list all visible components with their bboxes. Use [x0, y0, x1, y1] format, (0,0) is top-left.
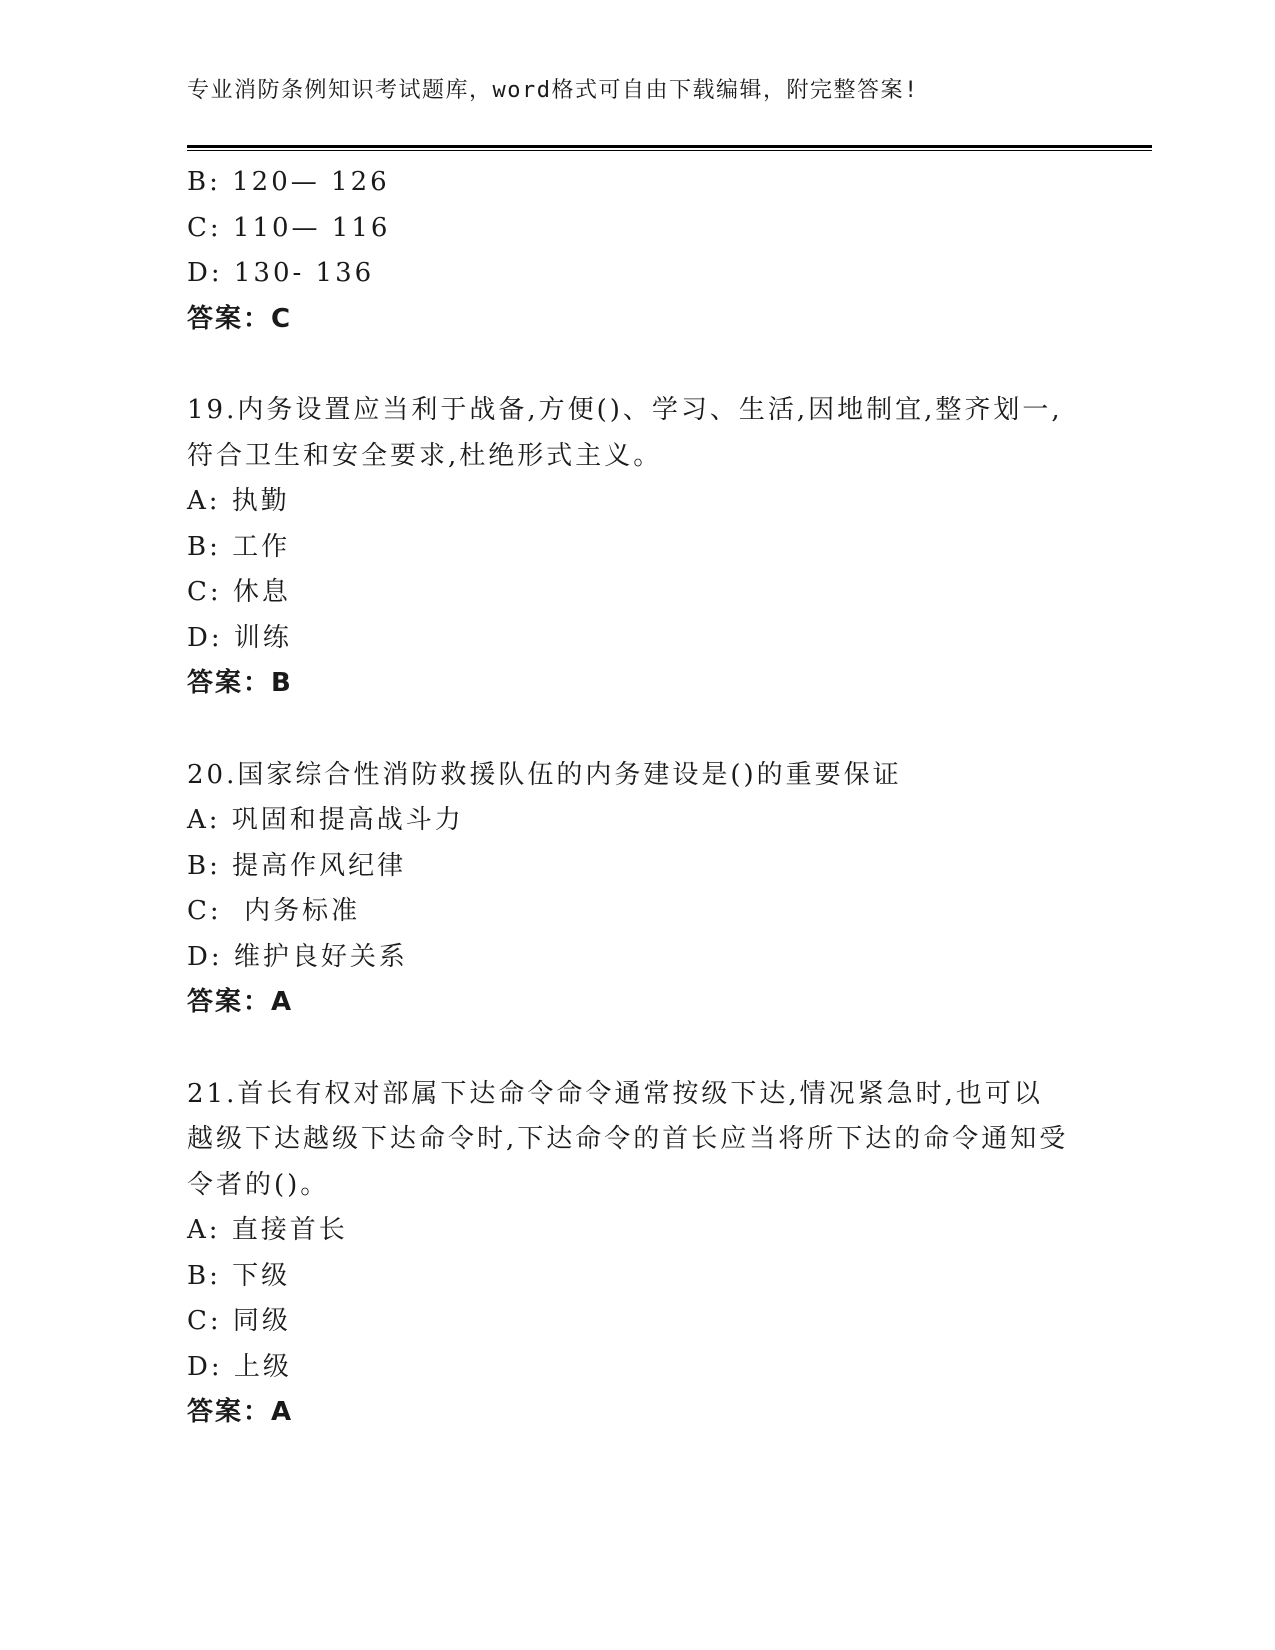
option-c: C: 内务标准: [187, 896, 361, 926]
option-a: A: 执勤: [187, 486, 290, 516]
answer-label: 答案：A: [187, 987, 294, 1017]
question-list: [187, 160, 1127, 1436]
option-d: D: 维护良好关系: [187, 941, 408, 972]
option-c: C: 同级: [187, 1306, 291, 1336]
header-divider-thick: [187, 145, 1152, 148]
option-a: A: 直接首长: [187, 1215, 348, 1245]
question-19: [187, 388, 1127, 707]
option-a: A: 巩固和提高战斗力: [187, 805, 464, 835]
spacer: [187, 1026, 1127, 1072]
option-b: B: 下级: [187, 1260, 291, 1291]
page-header-title: 专业消防条例知识考试题库，word格式可自由下载编辑，附完整答案!: [187, 78, 919, 103]
spacer: [187, 342, 1127, 388]
option-d: D: 训练: [187, 622, 292, 653]
answer-label: 答案：B: [187, 668, 293, 698]
question-20: [187, 753, 1127, 1026]
question-stem-line: 令者的()。: [187, 1169, 330, 1200]
option-c: C: 110— 116: [187, 212, 391, 243]
question-stem-line: 20.国家综合性消防救援队伍的内务建设是()的重要保证: [187, 759, 902, 790]
answer-label: 答案：A: [187, 1397, 294, 1427]
option-d: D: 上级: [187, 1351, 292, 1382]
question-stem-line: 19.内务设置应当利于战备,方便()、学习、生活,因地制宜,整齐划一,: [187, 395, 1063, 425]
option-c: C: 休息: [187, 577, 291, 607]
option-b: B: 120— 126: [187, 167, 390, 197]
option-b: B: 工作: [187, 531, 291, 562]
option-d: D: 130- 136: [187, 258, 375, 288]
question-21: [187, 1072, 1127, 1436]
question-stem-line: 21.首长有权对部属下达命令命令通常按级下达,情况紧急时,也可以: [187, 1078, 1043, 1109]
question-stem-line: 越级下达越级下达命令时,下达命令的首长应当将所下达的命令通知受: [187, 1124, 1069, 1154]
option-b: B: 提高作风纪律: [187, 850, 407, 881]
answer-label: 答案：C: [187, 303, 293, 334]
header-divider-thin: [187, 150, 1152, 151]
spacer: [187, 707, 1127, 753]
question-18: [187, 160, 1127, 342]
question-stem-line: 符合卫生和安全要求,杜绝形式主义。: [187, 440, 663, 471]
